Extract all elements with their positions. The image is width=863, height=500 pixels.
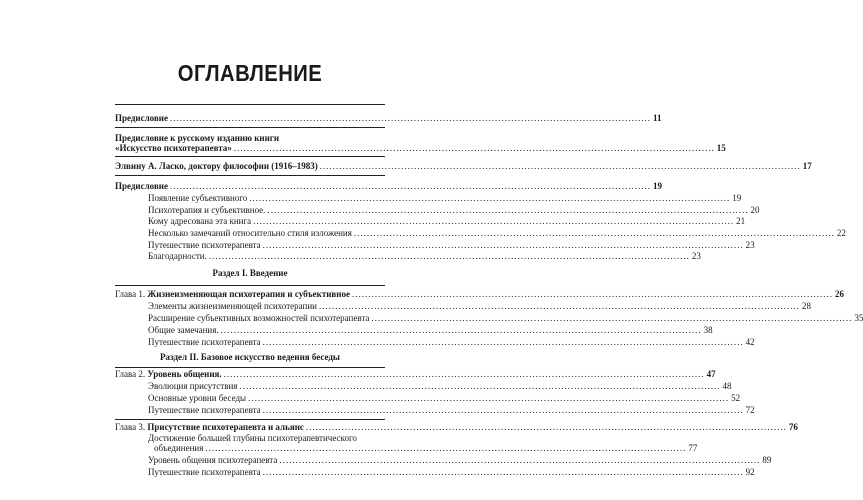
toc-subentry-page: 22	[836, 228, 846, 238]
toc-entry-title: Предисловие	[115, 113, 168, 123]
leader-dots: ....................................................................................................................................................	[318, 301, 800, 311]
toc-subentry-title: Основные уровни беседы	[148, 393, 247, 403]
leader-dots: ....................................................................................................................................................	[351, 289, 833, 299]
toc-subentry-page: 28	[801, 301, 811, 311]
toc-subentry[interactable]	[148, 228, 846, 239]
chapter-label: Глава 3.	[115, 422, 146, 432]
toc-subentry[interactable]	[148, 381, 732, 392]
toc-subentry-page: 42	[745, 337, 755, 347]
toc-subentry-page: 21	[736, 216, 746, 226]
toc-subentry[interactable]	[148, 301, 811, 312]
leader-dots: ....................................................................................................................................................	[319, 161, 801, 171]
leader-dots: ....................................................................................................................................................	[262, 405, 744, 415]
toc-subentry[interactable]	[148, 313, 863, 324]
toc-subentry[interactable]	[148, 193, 742, 204]
toc-subentry[interactable]	[148, 443, 698, 454]
toc-subentry-page: 77	[688, 443, 698, 453]
toc-subentry[interactable]	[148, 240, 755, 251]
toc-subentry-page: 89	[762, 455, 772, 465]
leader-dots: ....................................................................................................................................................	[262, 240, 744, 250]
toc-entry-title-line1: Предисловие к русскому изданию книги	[115, 133, 280, 143]
toc-subentry-page: 72	[745, 405, 755, 415]
toc-entry-preface-2[interactable]	[115, 181, 662, 192]
toc-entry-preface[interactable]	[115, 113, 662, 124]
toc-subentry-title: Путешествие психотерапевта	[148, 240, 261, 250]
toc-subentry-title: Несколько замечаний относительно стиля изложения	[148, 228, 352, 238]
toc-subentry-page: 52	[731, 393, 741, 403]
toc-subentry-title: Появление субъективного	[148, 193, 248, 203]
toc-entry-title: Предисловие	[115, 181, 168, 191]
leader-dots: ....................................................................................................................................................	[371, 313, 853, 323]
leader-dots: ....................................................................................................................................................	[262, 337, 744, 347]
toc-subentry-title-line1: Достижение большей глубины психотерапевтического	[148, 433, 357, 443]
toc-entry-title: Присутствие психотерапевта и альянс	[147, 422, 304, 432]
toc-subentry[interactable]	[148, 205, 760, 216]
toc-subentry-title: Благодарности.	[148, 251, 207, 261]
divider	[115, 156, 385, 157]
leader-dots: ....................................................................................................................................................	[249, 193, 731, 203]
toc-subentry-title: Уровень общения психотерапевта	[148, 455, 278, 465]
toc-entry-chapter-3[interactable]	[115, 422, 798, 433]
leader-dots: ....................................................................................................................................................	[169, 181, 651, 191]
leader-dots: ....................................................................................................................................................	[267, 205, 749, 215]
toc-subentry[interactable]	[148, 251, 701, 262]
toc-entry-title: Уровень общения.	[147, 369, 222, 379]
toc-entry-page: 11	[652, 113, 662, 123]
leader-dots: ....................................................................................................................................................	[253, 216, 735, 226]
toc-entry-page: 17	[802, 161, 812, 171]
toc-entry-preface-russian[interactable]	[115, 143, 726, 154]
toc-entry-page: 76	[788, 422, 798, 432]
toc-subentry-title: Расширение субъективных возможностей психотерапевта	[148, 313, 370, 323]
toc-subentry-page: 19	[732, 193, 742, 203]
toc-subentry[interactable]	[148, 216, 746, 227]
leader-dots: ....................................................................................................................................................	[223, 369, 705, 379]
leader-dots: ....................................................................................................................................................	[220, 325, 702, 335]
section-heading: Раздел I. Введение	[212, 268, 288, 278]
toc-entry-dedication[interactable]	[115, 161, 812, 172]
chapter-label: Глава 2.	[115, 369, 146, 379]
toc-subentry[interactable]	[148, 393, 741, 404]
divider	[115, 127, 385, 128]
leader-dots: ....................................................................................................................................................	[208, 251, 690, 261]
toc-entry-page: 47	[706, 369, 716, 379]
toc-subentry-page: 92	[745, 467, 755, 477]
toc-subentry[interactable]	[148, 467, 755, 478]
page-title: ОГЛАВЛЕНИЕ	[177, 60, 323, 86]
divider	[115, 285, 385, 286]
leader-dots: ....................................................................................................................................................	[205, 443, 687, 453]
leader-dots: ....................................................................................................................................................	[262, 467, 744, 477]
toc-subentry-title: Путешествие психотерапевта	[148, 467, 261, 477]
toc-subentry[interactable]	[148, 455, 772, 466]
leader-dots: ....................................................................................................................................................	[248, 393, 730, 403]
toc-subentry-page: 20	[750, 205, 760, 215]
leader-dots: ....................................................................................................................................................	[353, 228, 835, 238]
toc-subentry[interactable]	[148, 405, 755, 416]
divider	[115, 175, 385, 176]
toc-subentry-page: 23	[745, 240, 755, 250]
toc-entry-page: 15	[716, 143, 726, 153]
toc-subentry-title: Путешествие психотерапевта	[148, 405, 261, 415]
toc-subentry-title: Психотерапия и субъективное.	[148, 205, 266, 215]
toc-subentry-page: 35	[854, 313, 863, 323]
toc-subentry[interactable]	[148, 337, 755, 348]
leader-dots: ....................................................................................................................................................	[169, 113, 651, 123]
divider	[115, 367, 385, 368]
section-heading: Раздел II. Базовое искусство ведения беседы	[160, 352, 340, 362]
toc-entry-chapter-1[interactable]	[115, 289, 844, 300]
toc-subentry-title: Элементы жизнеизменяющей психотерапии	[148, 301, 317, 311]
leader-dots: ....................................................................................................................................................	[233, 143, 715, 153]
toc-subentry[interactable]	[148, 325, 713, 336]
toc-subentry-title: Кому адресована эта книга	[148, 216, 252, 226]
toc-entry-chapter-2[interactable]	[115, 369, 716, 380]
toc-entry-page: 19	[652, 181, 662, 191]
toc-subentry-page: 48	[722, 381, 732, 391]
leader-dots: ....................................................................................................................................................	[305, 422, 787, 432]
toc-subentry-title: Путешествие психотерапевта	[148, 337, 261, 347]
toc-entry-page: 26	[834, 289, 844, 299]
toc-entry-title: Элвину А. Ласко, доктору философии (1916–1983)	[115, 161, 318, 171]
chapter-label: Глава 1.	[115, 289, 146, 299]
toc-subentry-page: 38	[703, 325, 713, 335]
leader-dots: ....................................................................................................................................................	[279, 455, 761, 465]
divider	[115, 419, 385, 420]
toc-subentry-title: объединения	[154, 443, 204, 453]
toc-entry-title: Жизнеизменяющая психотерапия и субъективное	[147, 289, 350, 299]
toc-subentry-title: Общие замечания.	[148, 325, 219, 335]
toc-entry-title: «Искусство психотерапевта»	[115, 143, 232, 153]
divider	[115, 104, 385, 105]
toc-subentry-page: 23	[691, 251, 701, 261]
leader-dots: ....................................................................................................................................................	[239, 381, 721, 391]
toc-subentry-title: Эволюция присутствия	[148, 381, 238, 391]
